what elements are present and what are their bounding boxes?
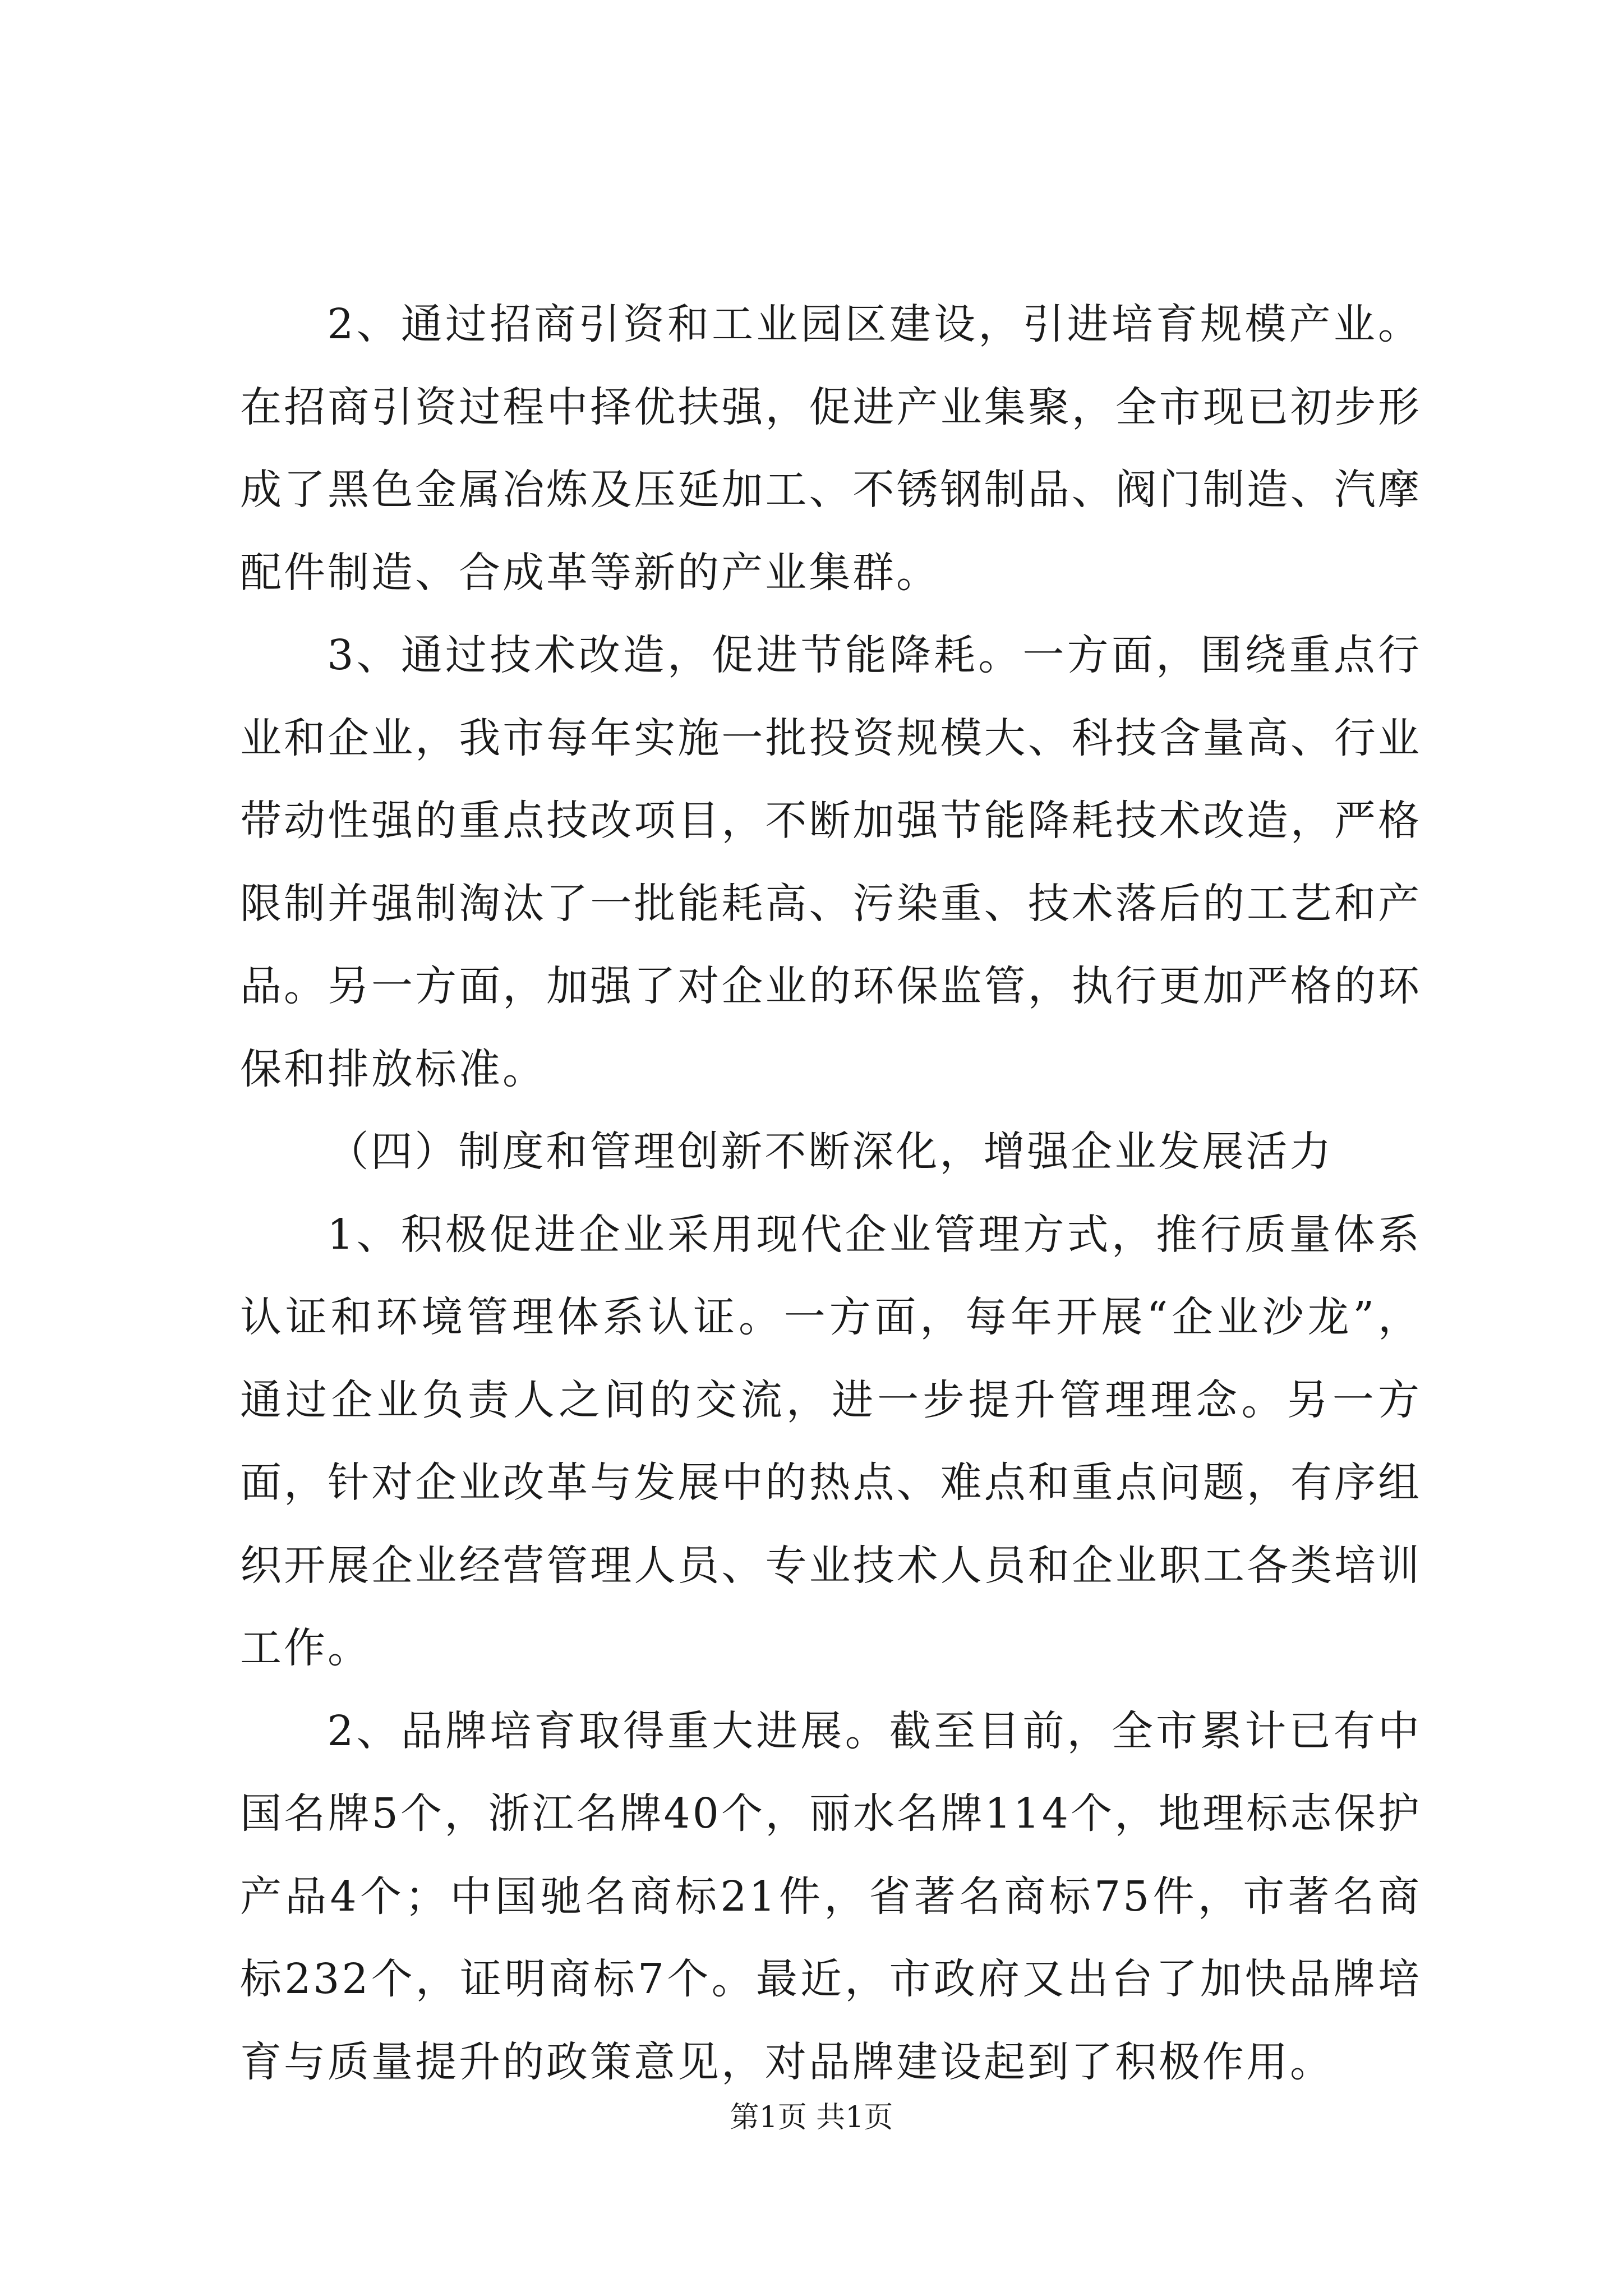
paragraph-industrial-parks: 2、通过招商引资和工业园区建设，引进培育规模产业。在招商引资过程中择优扶强，促进产业集聚，全市现已初步形成了黑色金属冶炼及压延加工、不锈钢制品、阀门制造、汽摩配件制造、合成革等新的产业集群。 [240, 300, 1422, 597]
paragraph-technical-renovation: 3、通过技术改造，促进节能降耗。一方面，围绕重点行业和企业，我市每年实施一批投资规模大、科技含量高、行业带动性强的重点技改项目，不断加强节能降耗技术改造，严格限制并强制淘汰了一批能耗高、污染重、技术落后的工艺和产品。另一方面，加强了对企业的环保监管，执行更加严格的环保和排放标准。 [240, 631, 1422, 1093]
paragraph-modern-management: 1、积极促进企业采用现代企业管理方式，推行质量体系认证和环境管理体系认证。一方面，每年开展“企业沙龙”，通过企业负责人之间的交流，进一步提升管理理念。另一方面，针对企业改革与发展中的热点、难点和重点问题，有序组织开展企业经营管理人员、专业技术人员和企业职工各类培训工作。 [240, 1210, 1422, 1672]
section-heading-system-innovation: （四）制度和管理创新不断深化，增强企业发展活力 [327, 1128, 1334, 1176]
page-number-footer: 第1页 共1页 [730, 2101, 893, 2134]
document-body [240, 283, 1422, 2104]
paragraph-brand-cultivation: 2、品牌培育取得重大进展。截至目前，全市累计已有中国名牌5个，浙江名牌40个，丽水名牌114个，地理标志保护产品4个；中国驰名商标21件，省著名商标75件，市著名商标232个，证明商标7个。最近，市政府又出台了加快品牌培育与质量提升的政策意见，对品牌建设起到了积极作用。 [240, 1706, 1422, 2086]
